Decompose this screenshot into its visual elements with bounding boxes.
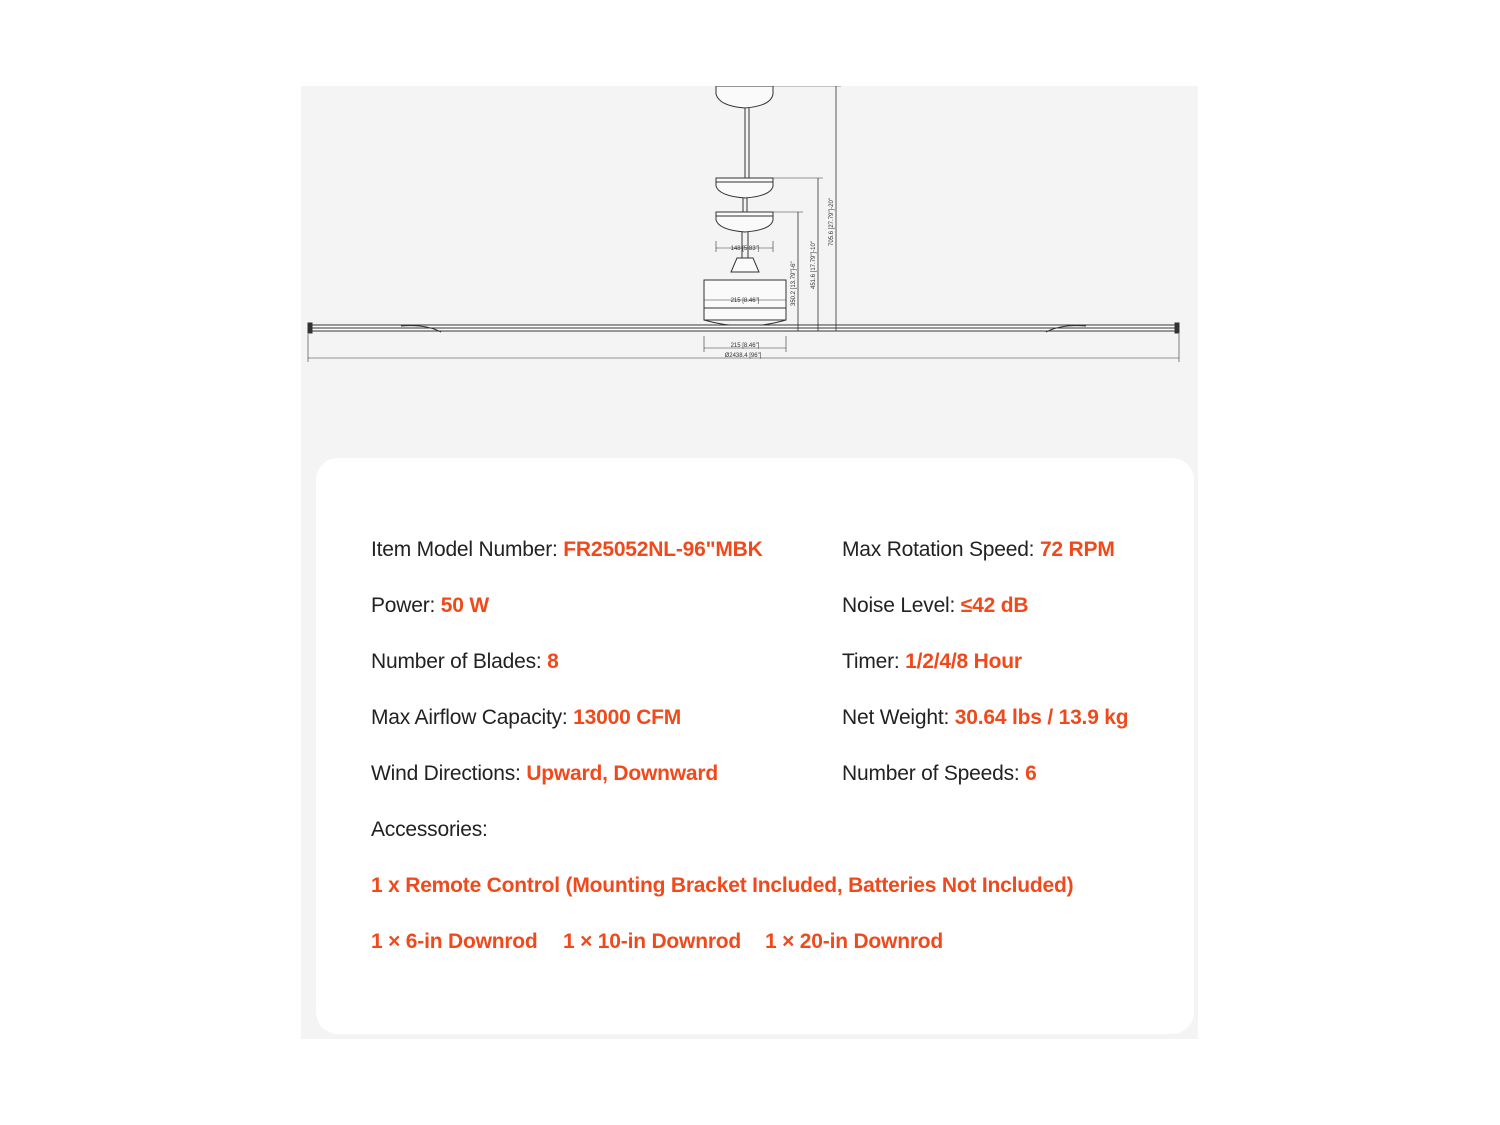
spec-card xyxy=(316,458,1194,1034)
spec-label: Number of Blades: xyxy=(371,650,548,673)
spec-model-number xyxy=(371,538,763,562)
dim-motor-width: 215 [8.46"] xyxy=(730,298,760,304)
spec-value: FR25052NL-96"MBK xyxy=(563,538,763,561)
accessory-downrod-10in: 1 × 10-in Downrod xyxy=(563,930,742,953)
spec-wind-directions xyxy=(371,762,718,786)
spec-max-airflow xyxy=(371,706,681,730)
accessories-heading: Accessories: xyxy=(371,818,488,841)
dim-base-width: 215 [8.46"] xyxy=(730,343,760,349)
spec-max-rotation-speed xyxy=(842,538,1115,562)
spec-label: Noise Level: xyxy=(842,594,961,617)
accessory-downrod-6in: 1 × 6-in Downrod xyxy=(371,930,538,953)
dim-height-mid: 451.6 [17.79"]-10" xyxy=(811,241,817,289)
spec-value: Upward, Downward xyxy=(526,762,718,785)
dim-canopy-width: 148 [5.83"] xyxy=(730,246,760,252)
spec-value: 6 xyxy=(1025,762,1037,785)
spec-value: 30.64 lbs / 13.9 kg xyxy=(954,706,1129,729)
spec-label: Power: xyxy=(371,594,441,617)
accessory-remote-control: 1 x Remote Control (Mounting Bracket Included, Batteries Not Included) xyxy=(371,874,1074,897)
spec-number-of-blades xyxy=(371,650,559,674)
dim-height-short: 350.2 [13.79"]-6" xyxy=(791,261,797,306)
spec-label: Net Weight: xyxy=(842,706,955,729)
accessory-downrod-20in: 1 × 20-in Downrod xyxy=(765,930,944,953)
spec-label: Item Model Number: xyxy=(371,538,564,561)
product-panel xyxy=(301,86,1198,1039)
spec-value: 1/2/4/8 Hour xyxy=(905,650,1022,673)
spec-net-weight xyxy=(842,706,1128,730)
spec-label: Max Rotation Speed: xyxy=(842,538,1040,561)
spec-value: 8 xyxy=(547,650,559,673)
dim-diameter: Ø2438.4 [96"] xyxy=(724,353,762,359)
spec-number-of-speeds xyxy=(842,762,1037,786)
dim-height-long: 705.6 [27.79"]-20" xyxy=(829,198,835,246)
spec-value: ≤42 dB xyxy=(960,594,1029,617)
spec-label: Number of Speeds: xyxy=(842,762,1026,785)
spec-noise-level xyxy=(842,594,1028,618)
spec-value: 13000 CFM xyxy=(573,706,682,729)
spec-label: Max Airflow Capacity: xyxy=(371,706,574,729)
fan-dimension-drawing xyxy=(301,86,1198,386)
spec-value: 50 W xyxy=(440,594,490,617)
spec-label: Wind Directions: xyxy=(371,762,527,785)
spec-value: 72 RPM xyxy=(1039,538,1115,561)
spec-label: Timer: xyxy=(842,650,906,673)
spec-power xyxy=(371,594,489,618)
spec-timer xyxy=(842,650,1022,674)
